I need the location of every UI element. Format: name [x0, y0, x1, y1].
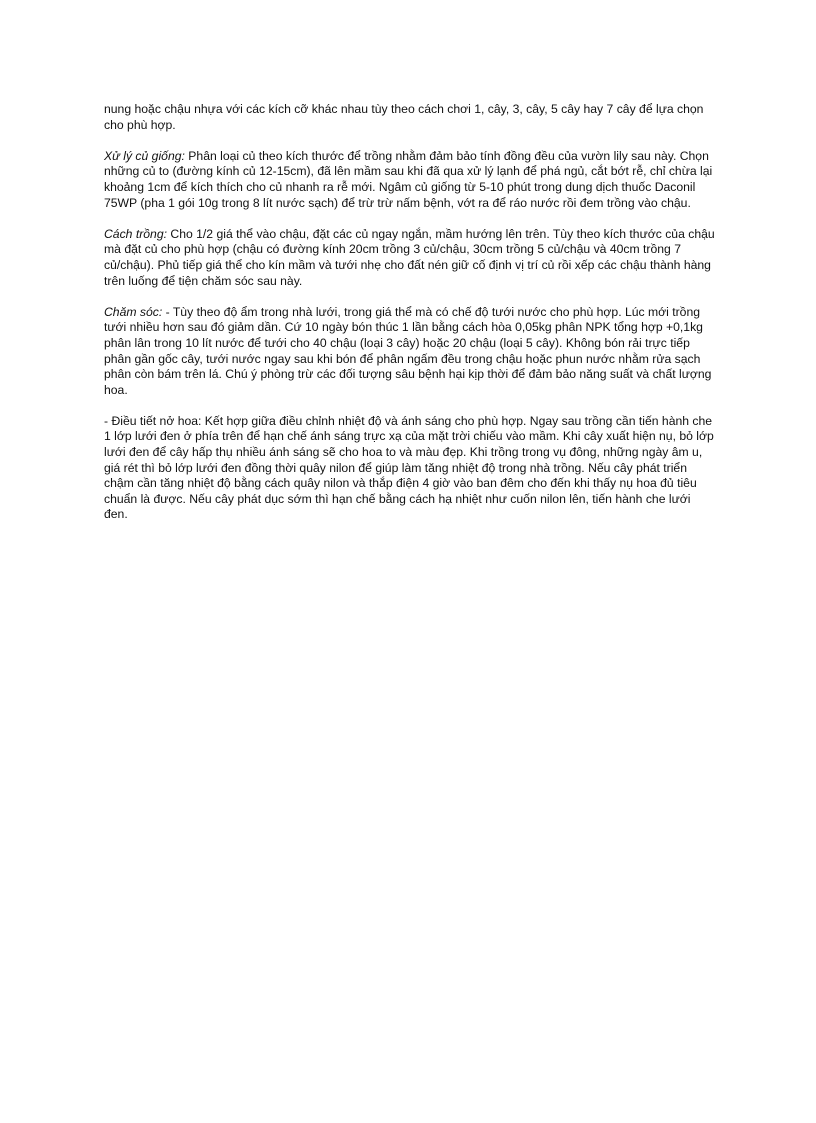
paragraph-lead-bulb-treatment: Xử lý củ giống: — [104, 148, 185, 163]
paragraph-text: - Điều tiết nở hoa: Kết hợp giữa điều chỉnh nhiệt độ và ánh sáng cho phù hợp. Ngay sau trồng cần tiến hành che 1 lớp lưới đen ở phía trên để hạn chế ánh sáng trực xạ của mặt trời chiếu vào mầm. Khi cây xuất hiện nụ, bỏ lớp lưới đen để cây hấp thụ nhiều ánh sáng sẽ cho hoa to và màu đẹp. Khi trồng trong vụ đông, những ngày âm u, giá rét thì bỏ lớp lưới đen đồng thời quây nilon để giúp làm tăng nhiệt độ trong nhà trồng. Nếu cây phát triển chậm cần tăng nhiệt độ bằng cách quây nilon và thắp điện 4 giờ vào ban đêm cho đến khi thấy nụ hoa đủ tiêu chuẩn là được. Nếu cây phát dục sớm thì hạn chế bằng cách hạ nhiệt như cuốn nilon lên, tiến hành che lưới đen. — [104, 413, 714, 522]
paragraph-planting — [104, 227, 716, 289]
document-body — [104, 102, 716, 539]
paragraph-lead-care: Chăm sóc: — [104, 304, 163, 319]
paragraph-text: - Tùy theo độ ẩm trong nhà lưới, trong giá thể mà có chế độ tưới nước cho phù hợp. Lúc mới trồng tưới nhiều hơn sau đó giảm dần. Cứ 10 ngày bón thúc 1 lần bằng cách hòa 0,05kg phân NPK tổng hợp +0,1kg phân lân trong 10 lít nước để tưới cho 40 chậu (loại 3 cây) hoặc 20 chậu (loại 5 cây). Không bón rải trực tiếp phân gần gốc cây, tưới nước ngay sau khi bón để phân ngấm đều trong chậu hoặc phun nước nhằm rửa sạch phân còn bám trên lá. Chú ý phòng trừ các đối tượng sâu bệnh hại kịp thời để đảm bảo năng suất và chất lượng hoa. — [104, 304, 712, 397]
paragraph-text: nung hoặc chậu nhựa với các kích cỡ khác nhau tùy theo cách chơi 1, cây, 3, cây, 5 cây hay 7 cây để lựa chọn cho phù hợp. — [104, 102, 704, 132]
paragraph-flowering-control — [104, 414, 716, 523]
paragraph-bulb-treatment — [104, 149, 716, 211]
paragraph-care — [104, 305, 716, 399]
paragraph-text: Phân loại củ theo kích thước để trồng nhằm đảm bảo tính đồng đều của vườn lily sau này. Chọn những củ to (đường kính củ 12-15cm), đã lên mầm sau khi đã qua xử lý lạnh để phá ngủ, cắt bớt rễ, chỉ chừa lại khoảng 1cm để kích thích cho củ nhanh ra rễ mới. Ngâm củ giống từ 5-10 phút trong dung dịch thuốc Daconil 75WP (pha 1 gói 10g trong 8 lít nước sạch) để trừ trừ nấm bệnh, vớt ra để ráo nước rồi đem trồng vào chậu. — [104, 148, 713, 210]
paragraph-lead-planting: Cách trồng: — [104, 226, 168, 241]
paragraph-text: Cho 1/2 giá thể vào chậu, đặt các củ ngay ngắn, mầm hướng lên trên. Tùy theo kích thước của chậu mà đặt củ cho phù hợp (chậu có đường kính 20cm trồng 3 củ/chậu, 30cm trồng 5 củ/chậu và 40cm trồng 7 củ/chậu). Phủ tiếp giá thể cho kín mầm và tưới nhẹ cho đất nén giữ cố định vị trí củ rồi xếp các chậu thành hàng trên luống để tiện chăm sóc sau này. — [104, 226, 715, 288]
paragraph-pot-intro — [104, 102, 716, 133]
